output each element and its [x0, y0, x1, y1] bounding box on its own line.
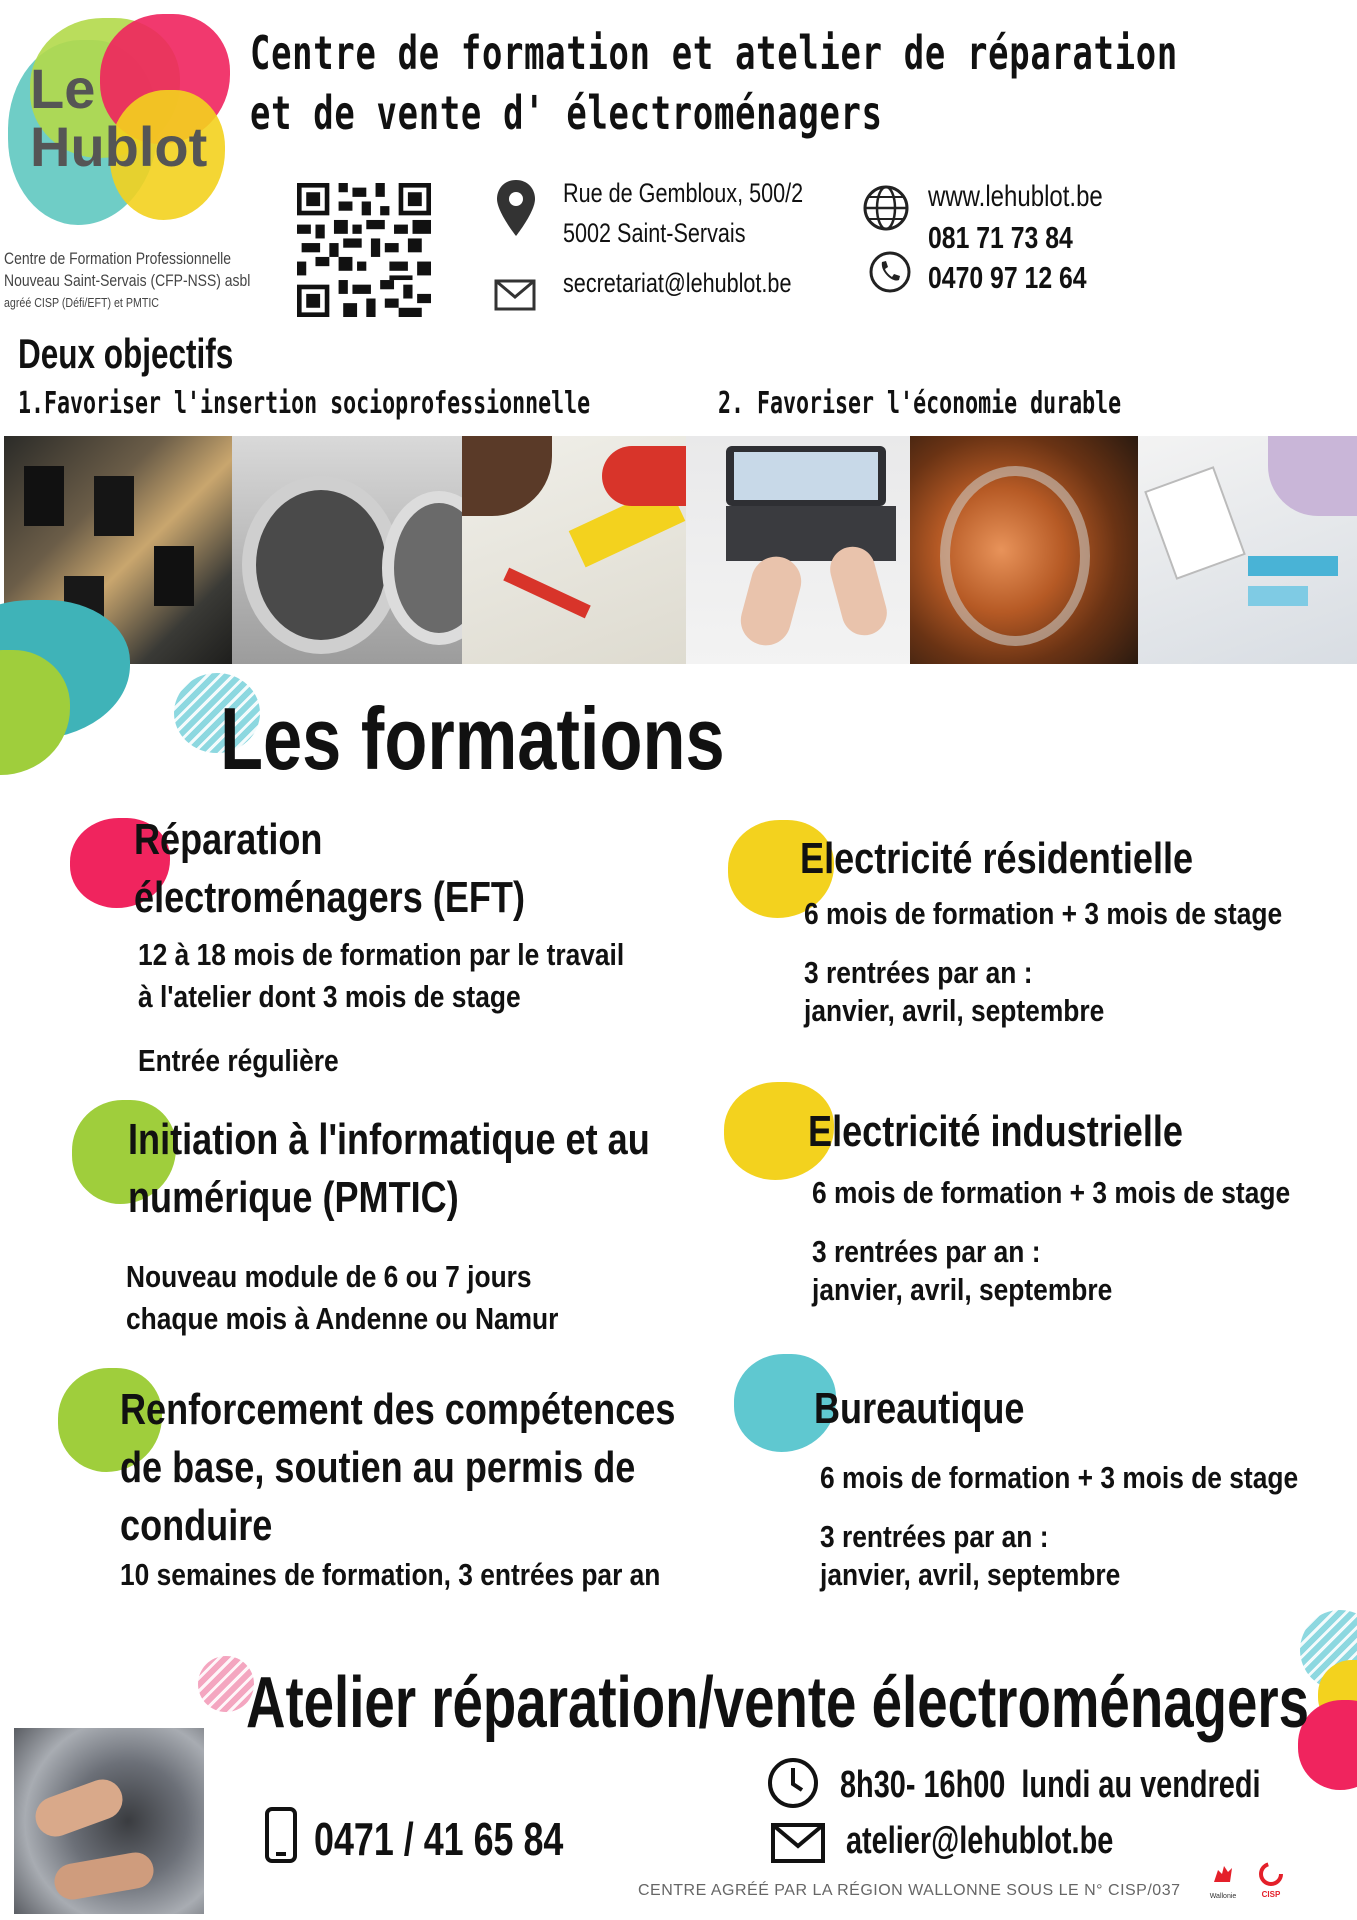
- logo-word-le: Le: [30, 57, 96, 120]
- renf-desc-1: 10 semaines de formation, 3 entrées par an: [120, 1557, 661, 1592]
- org-line1: Centre de Formation Professionnelle: [4, 249, 232, 268]
- elec-ind-title: Electricité industrielle: [808, 1107, 1183, 1156]
- photo-copper-coils: [910, 436, 1138, 664]
- website-link[interactable]: www.lehublot.be: [928, 180, 1103, 213]
- photo-laptop: [686, 436, 910, 664]
- org-info: [4, 248, 250, 314]
- secretariat-email[interactable]: secretariat@lehublot.be: [563, 268, 792, 298]
- elec-ind-desc-3: janvier, avril, septembre: [812, 1272, 1113, 1307]
- logo-text: [30, 57, 208, 178]
- mobile-phone-icon: [264, 1806, 298, 1864]
- bureau-desc-2: 3 rentrées par an :: [820, 1519, 1049, 1554]
- elec-res-desc-1: 6 mois de formation + 3 mois de stage: [804, 896, 1283, 931]
- bureau-desc-3: janvier, avril, septembre: [820, 1557, 1121, 1592]
- photo-wiring-tools: [462, 436, 686, 664]
- info-title-2: numérique (PMTIC): [128, 1173, 459, 1222]
- elec-res-desc-3: janvier, avril, septembre: [804, 993, 1105, 1028]
- photo-office-documents: [1138, 436, 1357, 664]
- objective-2: 2. Favoriser l'économie durable: [718, 386, 1122, 421]
- elec-ind-desc-2: 3 rentrées par an :: [812, 1234, 1041, 1269]
- bureau-desc-1: 6 mois de formation + 3 mois de stage: [820, 1460, 1299, 1495]
- objectives-heading: Deux objectifs: [18, 330, 234, 377]
- atelier-phone: 0471 / 41 65 84: [314, 1813, 564, 1865]
- cisp-logo-text: CISP: [1261, 1890, 1281, 1899]
- info-title-1: Initiation à l'informatique et au: [128, 1115, 650, 1164]
- footer-accreditation: CENTRE AGRÉÉ PAR LA RÉGION WALLONNE SOUS LE N° CISP/037: [638, 1882, 1181, 1899]
- photo-washing-machines: [232, 436, 462, 664]
- cisp-logo: [1254, 1862, 1288, 1899]
- wallonie-logo-text: Wallonie: [1209, 1893, 1237, 1900]
- clock-icon: [766, 1756, 820, 1810]
- rep-desc-3: Entrée régulière: [138, 1043, 339, 1078]
- cisp-mark-icon: [1259, 1862, 1283, 1886]
- atelier-hours: 8h30- 16h00 lundi au vendredi: [840, 1764, 1261, 1806]
- mail-icon: [494, 279, 536, 311]
- org-line3: agréé CISP (Défi/EFT) et PMTIC: [4, 295, 160, 310]
- logo-word-hublot: Hublot: [30, 115, 208, 178]
- elec-ind-desc-1: 6 mois de formation + 3 mois de stage: [812, 1175, 1291, 1210]
- phone-1: 081 71 73 84: [928, 220, 1073, 255]
- rooster-icon: [1210, 1862, 1236, 1888]
- elec-res-desc-2: 3 rentrées par an :: [804, 955, 1033, 990]
- header-title-line2: et de vente d' électroménagers: [250, 86, 883, 140]
- renf-title-1: Renforcement des compétences: [120, 1385, 676, 1434]
- info-desc-2: chaque mois à Andenne ou Namur: [126, 1301, 559, 1336]
- address-line2: 5002 Saint-Servais: [563, 218, 746, 248]
- bureau-title: Bureautique: [814, 1384, 1025, 1433]
- atelier-email[interactable]: atelier@lehublot.be: [846, 1820, 1114, 1862]
- header-title-line1: Centre de formation et atelier de réparation: [250, 26, 1178, 80]
- org-line2: Nouveau Saint-Servais (CFP-NSS) asbl: [4, 271, 251, 290]
- rep-desc-2: à l'atelier dont 3 mois de stage: [138, 979, 521, 1014]
- info-desc-1: Nouveau module de 6 ou 7 jours: [126, 1259, 532, 1294]
- renf-title-2: de base, soutien au permis de: [120, 1443, 636, 1492]
- wallonie-logo: [1206, 1862, 1240, 1901]
- formations-heading: Les formations: [220, 689, 725, 788]
- atelier-mail-icon: [770, 1822, 826, 1864]
- photo-repair-drum: [14, 1728, 204, 1914]
- objective-1: 1.Favoriser l'insertion socioprofessionnelle: [18, 386, 591, 421]
- phone-2: 0470 97 12 64: [928, 260, 1087, 295]
- rep-title-2: électroménagers (EFT): [134, 873, 525, 922]
- qr-code: [297, 183, 431, 317]
- rep-title-1: Réparation: [134, 815, 323, 864]
- atelier-heading: Atelier réparation/vente électroménagers: [246, 1663, 1310, 1743]
- phone-icon: [868, 250, 912, 294]
- globe-icon: [862, 184, 910, 232]
- rep-desc-1: 12 à 18 mois de formation par le travail: [138, 937, 625, 972]
- address-line1: Rue de Gembloux, 500/2: [563, 178, 804, 208]
- elec-res-title: Electricité résidentielle: [800, 834, 1194, 883]
- location-pin-icon: [494, 178, 538, 238]
- renf-title-3: conduire: [120, 1501, 273, 1550]
